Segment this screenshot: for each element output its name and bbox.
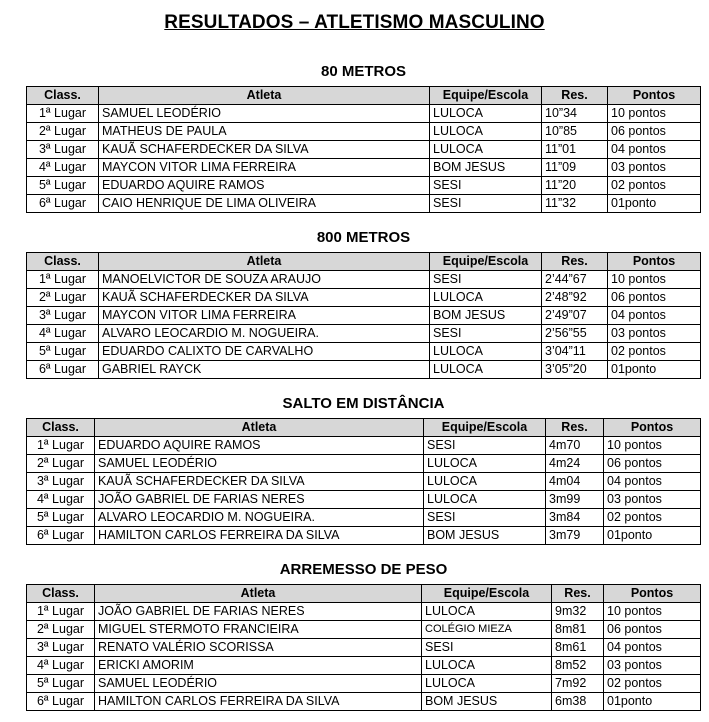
cell-team: LULOCA	[430, 123, 542, 141]
cell-class: 5ª Lugar	[27, 509, 95, 527]
results-table	[26, 584, 701, 711]
cell-athlete: KAUÃ SCHAFERDECKER DA SILVA	[95, 473, 424, 491]
cell-team: BOM JESUS	[424, 527, 546, 545]
table-row	[27, 603, 701, 621]
table-row	[27, 491, 701, 509]
cell-points: 04 pontos	[604, 473, 701, 491]
section-title: 800 METROS	[316, 229, 411, 246]
cell-class: 1ª Lugar	[27, 105, 99, 123]
cell-result: 10”34	[542, 105, 608, 123]
cell-athlete: MAYCON VITOR LIMA FERREIRA	[99, 159, 430, 177]
cell-team: BOM JESUS	[430, 159, 542, 177]
cell-athlete: ERICKI AMORIM	[95, 657, 422, 675]
cell-result: 4m24	[546, 455, 604, 473]
cell-points: 04 pontos	[608, 141, 701, 159]
table-body	[27, 437, 701, 545]
table-row	[27, 307, 701, 325]
cell-class: 6ª Lugar	[27, 195, 99, 213]
cell-team: LULOCA	[430, 343, 542, 361]
cell-result: 7m92	[552, 675, 604, 693]
cell-class: 6ª Lugar	[27, 527, 95, 545]
cell-result: 3m84	[546, 509, 604, 527]
section-title: 80 METROS	[320, 63, 407, 80]
cell-result: 2’44”67	[542, 271, 608, 289]
cell-team: LULOCA	[430, 141, 542, 159]
cell-class: 3ª Lugar	[27, 307, 99, 325]
table-header-row	[27, 87, 701, 105]
results-table	[26, 418, 701, 545]
cell-athlete: HAMILTON CARLOS FERREIRA DA SILVA	[95, 693, 422, 711]
results-table	[26, 252, 701, 379]
table-row	[27, 639, 701, 657]
cell-result: 2’49”07	[542, 307, 608, 325]
table-row	[27, 693, 701, 711]
cell-result: 3’04”11	[542, 343, 608, 361]
table-body	[27, 603, 701, 711]
cell-athlete: ALVARO LEOCARDIO M. NOGUEIRA.	[99, 325, 430, 343]
cell-class: 4ª Lugar	[27, 159, 99, 177]
cell-result: 2’56”55	[542, 325, 608, 343]
cell-result: 4m70	[546, 437, 604, 455]
cell-class: 1ª Lugar	[27, 437, 95, 455]
cell-result: 11”09	[542, 159, 608, 177]
cell-athlete: JOÃO GABRIEL DE FARIAS NERES	[95, 603, 422, 621]
cell-athlete: EDUARDO AQUIRE RAMOS	[95, 437, 424, 455]
cell-class: 4ª Lugar	[27, 491, 95, 509]
cell-result: 8m61	[552, 639, 604, 657]
cell-class: 2ª Lugar	[27, 621, 95, 639]
table-row	[27, 473, 701, 491]
cell-team: LULOCA	[424, 473, 546, 491]
header-result: Res.	[546, 419, 604, 437]
cell-athlete: EDUARDO CALIXTO DE CARVALHO	[99, 343, 430, 361]
cell-result: 4m04	[546, 473, 604, 491]
cell-team: LULOCA	[424, 455, 546, 473]
cell-points: 10 pontos	[608, 271, 701, 289]
section-title: ARREMESSO DE PESO	[279, 561, 448, 578]
cell-athlete: KAUÃ SCHAFERDECKER DA SILVA	[99, 289, 430, 307]
cell-result: 6m38	[552, 693, 604, 711]
table-row	[27, 455, 701, 473]
cell-team: SESI	[422, 639, 552, 657]
cell-team: SESI	[430, 325, 542, 343]
cell-team: LULOCA	[430, 105, 542, 123]
table-header-row	[27, 585, 701, 603]
table-row	[27, 141, 701, 159]
table-row	[27, 289, 701, 307]
cell-points: 06 pontos	[604, 621, 701, 639]
cell-points: 10 pontos	[604, 603, 701, 621]
cell-athlete: MIGUEL STERMOTO FRANCIEIRA	[95, 621, 422, 639]
cell-athlete: JOÃO GABRIEL DE FARIAS NERES	[95, 491, 424, 509]
table-row	[27, 361, 701, 379]
header-athlete: Atleta	[95, 585, 422, 603]
cell-athlete: KAUÃ SCHAFERDECKER DA SILVA	[99, 141, 430, 159]
table-body	[27, 105, 701, 213]
cell-team: BOM JESUS	[430, 307, 542, 325]
cell-athlete: CAIO HENRIQUE DE LIMA OLIVEIRA	[99, 195, 430, 213]
cell-result: 3’05”20	[542, 361, 608, 379]
cell-points: 03 pontos	[604, 491, 701, 509]
cell-team: BOM JESUS	[422, 693, 552, 711]
cell-team: COLÉGIO MIEZA	[422, 621, 552, 639]
cell-points: 03 pontos	[604, 657, 701, 675]
cell-team: LULOCA	[422, 603, 552, 621]
header-class: Class.	[27, 87, 99, 105]
cell-points: 02 pontos	[608, 343, 701, 361]
table-row	[27, 271, 701, 289]
table-row	[27, 177, 701, 195]
cell-team: LULOCA	[422, 675, 552, 693]
table-body	[27, 271, 701, 379]
cell-points: 10 pontos	[608, 105, 701, 123]
cell-points: 03 pontos	[608, 159, 701, 177]
cell-team: LULOCA	[430, 289, 542, 307]
cell-athlete: MANOELVICTOR DE SOUZA ARAUJO	[99, 271, 430, 289]
section-title: SALTO EM DISTÂNCIA	[282, 395, 445, 412]
cell-result: 3m99	[546, 491, 604, 509]
cell-points: 06 pontos	[604, 455, 701, 473]
cell-result: 10”85	[542, 123, 608, 141]
table-row	[27, 509, 701, 527]
cell-result: 8m52	[552, 657, 604, 675]
cell-class: 2ª Lugar	[27, 123, 99, 141]
header-team: Equipe/Escola	[422, 585, 552, 603]
table-row	[27, 437, 701, 455]
cell-athlete: SAMUEL LEODÉRIO	[95, 455, 424, 473]
table-row	[27, 325, 701, 343]
cell-points: 02 pontos	[604, 675, 701, 693]
header-athlete: Atleta	[95, 419, 424, 437]
cell-class: 5ª Lugar	[27, 675, 95, 693]
cell-class: 4ª Lugar	[27, 657, 95, 675]
header-result: Res.	[542, 253, 608, 271]
cell-points: 06 pontos	[608, 123, 701, 141]
cell-class: 1ª Lugar	[27, 603, 95, 621]
cell-athlete: MAYCON VITOR LIMA FERREIRA	[99, 307, 430, 325]
cell-team: SESI	[430, 177, 542, 195]
cell-athlete: GABRIEL RAYCK	[99, 361, 430, 379]
cell-team: SESI	[424, 437, 546, 455]
cell-class: 5ª Lugar	[27, 343, 99, 361]
cell-team: LULOCA	[422, 657, 552, 675]
header-result: Res.	[552, 585, 604, 603]
cell-points: 02 pontos	[608, 177, 701, 195]
cell-athlete: MATHEUS DE PAULA	[99, 123, 430, 141]
cell-points: 02 pontos	[604, 509, 701, 527]
cell-points: 01ponto	[604, 527, 701, 545]
section-800m	[26, 228, 701, 379]
cell-class: 1ª Lugar	[27, 271, 99, 289]
table-row	[27, 527, 701, 545]
table-row	[27, 123, 701, 141]
cell-athlete: ALVARO LEOCARDIO M. NOGUEIRA.	[95, 509, 424, 527]
cell-class: 4ª Lugar	[27, 325, 99, 343]
cell-result: 11”01	[542, 141, 608, 159]
header-points: Pontos	[608, 87, 701, 105]
cell-class: 6ª Lugar	[27, 361, 99, 379]
cell-team: SESI	[430, 271, 542, 289]
header-result: Res.	[542, 87, 608, 105]
cell-team: LULOCA	[424, 491, 546, 509]
cell-class: 2ª Lugar	[27, 455, 95, 473]
cell-class: 5ª Lugar	[27, 177, 99, 195]
cell-points: 10 pontos	[604, 437, 701, 455]
cell-points: 03 pontos	[608, 325, 701, 343]
cell-points: 04 pontos	[608, 307, 701, 325]
cell-points: 01ponto	[604, 693, 701, 711]
cell-class: 2ª Lugar	[27, 289, 99, 307]
table-row	[27, 343, 701, 361]
cell-points: 01ponto	[608, 361, 701, 379]
header-team: Equipe/Escola	[430, 253, 542, 271]
cell-team: LULOCA	[430, 361, 542, 379]
header-athlete: Atleta	[99, 253, 430, 271]
table-row	[27, 159, 701, 177]
cell-class: 6ª Lugar	[27, 693, 95, 711]
cell-result: 9m32	[552, 603, 604, 621]
header-class: Class.	[27, 419, 95, 437]
header-points: Pontos	[604, 585, 701, 603]
cell-result: 8m81	[552, 621, 604, 639]
cell-result: 11”32	[542, 195, 608, 213]
cell-team: SESI	[430, 195, 542, 213]
page-title: RESULTADOS – ATLETISMO MASCULINO	[164, 12, 545, 33]
cell-result: 11”20	[542, 177, 608, 195]
results-table	[26, 86, 701, 213]
header-team: Equipe/Escola	[430, 87, 542, 105]
header-points: Pontos	[608, 253, 701, 271]
table-row	[27, 105, 701, 123]
header-athlete: Atleta	[99, 87, 430, 105]
cell-result: 2’48”92	[542, 289, 608, 307]
cell-class: 3ª Lugar	[27, 639, 95, 657]
cell-points: 01ponto	[608, 195, 701, 213]
cell-class: 3ª Lugar	[27, 141, 99, 159]
header-team: Equipe/Escola	[424, 419, 546, 437]
header-class: Class.	[27, 253, 99, 271]
header-points: Pontos	[604, 419, 701, 437]
section-80m	[26, 62, 701, 213]
section-salto-distancia	[26, 394, 701, 545]
table-row	[27, 675, 701, 693]
cell-points: 06 pontos	[608, 289, 701, 307]
cell-athlete: HAMILTON CARLOS FERREIRA DA SILVA	[95, 527, 424, 545]
table-row	[27, 657, 701, 675]
table-row	[27, 195, 701, 213]
cell-class: 3ª Lugar	[27, 473, 95, 491]
cell-points: 04 pontos	[604, 639, 701, 657]
cell-athlete: RENATO VALÉRIO SCORISSA	[95, 639, 422, 657]
cell-result: 3m79	[546, 527, 604, 545]
header-class: Class.	[27, 585, 95, 603]
cell-athlete: SAMUEL LEODÉRIO	[95, 675, 422, 693]
table-row	[27, 621, 701, 639]
table-header-row	[27, 253, 701, 271]
section-arremesso-peso	[26, 560, 701, 711]
table-header-row	[27, 419, 701, 437]
cell-athlete: SAMUEL LEODÉRIO	[99, 105, 430, 123]
cell-athlete: EDUARDO AQUIRE RAMOS	[99, 177, 430, 195]
cell-team: SESI	[424, 509, 546, 527]
